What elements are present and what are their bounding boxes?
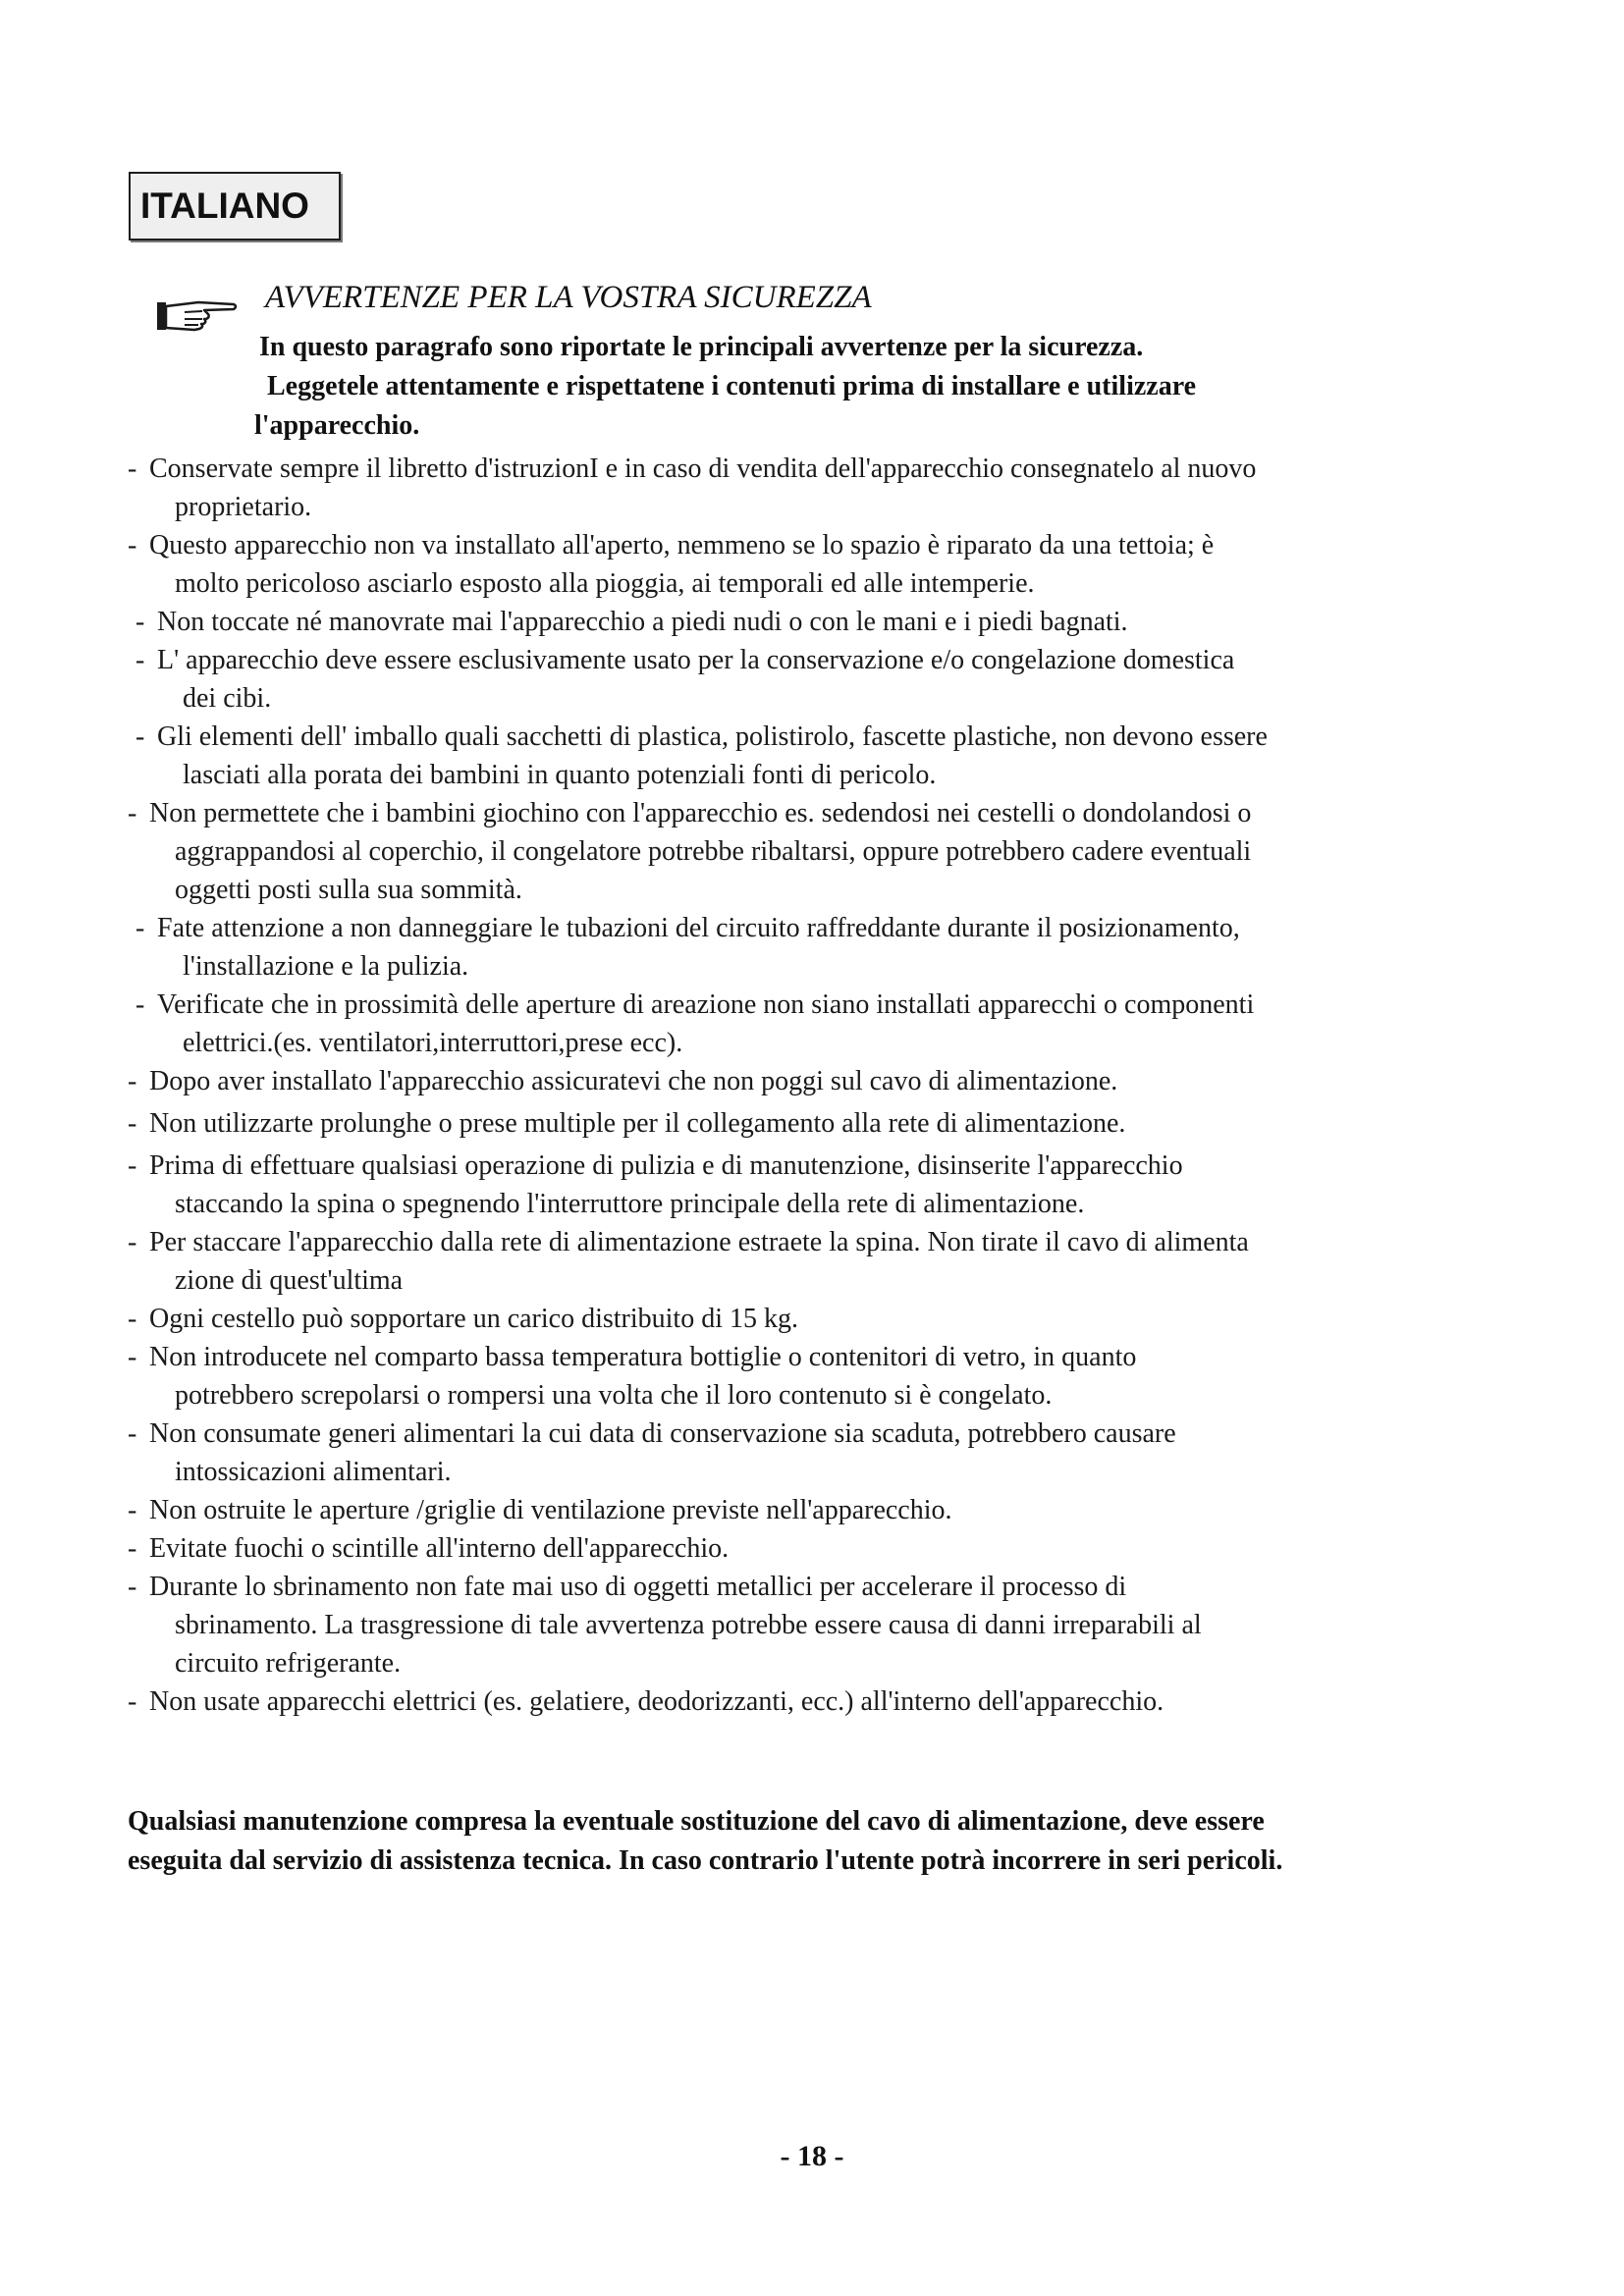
warning-text-continuation: sbrinamento. La trasgressione di tale avvertenza potrebbe essere causa di danni irreparabili al [175, 1610, 1202, 1640]
warning-text: Non usate apparecchi elettrici (es. gelatiere, deodorizzanti, ecc.) all'interno dell'apparecchio. [149, 1686, 1164, 1717]
final-note-line: eseguita dal servizio di assistenza tecnica. In caso contrario l'utente potrà incorrere in seri pericoli. [128, 1845, 1283, 1876]
warning-text-continuation: aggrappandosi al coperchio, il congelatore potrebbe ribaltarsi, oppure potrebbero cadere eventuali [175, 836, 1252, 867]
warning-item [135, 718, 1522, 794]
warning-item [128, 450, 1522, 526]
warning-text: Non permettete che i bambini giochino con l'apparecchio es. sedendosi nei cestelli o dondolandosi o [149, 798, 1252, 828]
warning-item [128, 1223, 1522, 1300]
warning-text: Fate attenzione a non danneggiare le tubazioni del circuito raffreddante durante il posizionamento, [157, 913, 1240, 943]
warning-item [135, 909, 1522, 986]
bullet-dash: - [135, 645, 145, 675]
bullet-dash: - [128, 1304, 137, 1334]
warning-text: Non consumate generi alimentari la cui data di conservazione sia scaduta, potrebbero causare [149, 1418, 1176, 1449]
warning-text-continuation: elettrici.(es. ventilatori,interruttori,prese ecc). [183, 1028, 683, 1058]
warning-item [135, 986, 1522, 1062]
bullet-dash: - [128, 1495, 137, 1525]
warning-text: Conservate sempre il libretto d'istruzionI e in caso di vendita dell'apparecchio consegnatelo al nuovo [149, 454, 1257, 484]
warning-text: Non ostruite le aperture /griglie di ventilazione previste nell'apparecchio. [149, 1495, 952, 1525]
pointing-hand-icon [155, 294, 238, 338]
intro-line: In questo paragrafo sono riportate le principali avvertenze per la sicurezza. [259, 332, 1144, 362]
warning-text-continuation: staccando la spina o spegnendo l'interruttore principale della rete di alimentazione. [175, 1189, 1085, 1219]
intro-paragraph [254, 328, 1437, 446]
warning-text-continuation: circuito refrigerante. [175, 1648, 402, 1679]
bullet-dash: - [128, 798, 137, 828]
warning-item [128, 794, 1522, 909]
section-heading: AVVERTENZE PER LA VOSTRA SICUREZZA [265, 280, 872, 315]
warning-text: Non introducete nel comparto bassa temperatura bottiglie o contenitori di vetro, in quanto [149, 1342, 1137, 1372]
bullet-dash: - [135, 721, 145, 752]
warnings-list [128, 450, 1522, 1721]
bullet-dash: - [128, 1066, 137, 1096]
bullet-dash: - [128, 1686, 137, 1717]
bullet-dash: - [128, 1150, 137, 1181]
warning-text-continuation: molto pericoloso asciarlo esposto alla pioggia, ai temporali ed alle intemperie. [175, 568, 1035, 599]
bullet-dash: - [135, 913, 145, 943]
intro-line: l'apparecchio. [254, 410, 420, 441]
bullet-dash: - [135, 607, 145, 637]
warning-item [128, 1415, 1522, 1491]
warning-text-continuation: proprietario. [175, 492, 312, 522]
warning-item [128, 1062, 1522, 1100]
warning-text-continuation: dei cibi. [183, 683, 272, 714]
page-number: - 18 - [780, 2140, 844, 2172]
final-note [128, 1802, 1532, 1881]
warning-text: Ogni cestello può sopportare un carico distribuito di 15 kg. [149, 1304, 798, 1334]
warning-item [128, 1147, 1522, 1223]
warning-text: Verificate che in prossimità delle aperture di areazione non siano installati apparecchi o componenti [157, 989, 1255, 1020]
bullet-dash: - [128, 1418, 137, 1449]
bullet-dash: - [128, 1533, 137, 1564]
bullet-dash: - [128, 454, 137, 484]
bullet-dash: - [128, 1108, 137, 1139]
bullet-dash: - [128, 1227, 137, 1257]
warning-text-continuation: potrebbero screpolarsi o rompersi una volta che il loro contenuto si è congelato. [175, 1380, 1053, 1411]
warning-text: Evitate fuochi o scintille all'interno dell'apparecchio. [149, 1533, 730, 1564]
bullet-dash: - [128, 1342, 137, 1372]
warning-text-continuation: l'installazione e la pulizia. [183, 951, 469, 982]
warning-item [128, 1491, 1522, 1529]
bullet-dash: - [135, 989, 145, 1020]
warning-text-continuation: intossicazioni alimentari. [175, 1457, 452, 1487]
warning-item [135, 603, 1522, 641]
warning-item [135, 641, 1522, 718]
warning-text-continuation: oggetti posti sulla sua sommità. [175, 875, 522, 905]
warning-item [128, 1568, 1522, 1682]
warning-text: Non utilizzarte prolunghe o prese multiple per il collegamento alla rete di alimentazione. [149, 1108, 1126, 1139]
warning-text: Prima di effettuare qualsiasi operazione di pulizia e di manutenzione, disinserite l'apparecchio [149, 1150, 1183, 1181]
warning-item [128, 526, 1522, 603]
language-label: ITALIANO [129, 172, 341, 240]
final-note-line: Qualsiasi manutenzione compresa la eventuale sostituzione del cavo di alimentazione, deve essere [128, 1806, 1265, 1837]
intro-line: Leggetele attentamente e rispettatene i contenuti prima di installare e utilizzare [267, 371, 1197, 401]
warning-text: Dopo aver installato l'apparecchio assicuratevi che non poggi sul cavo di alimentazione. [149, 1066, 1118, 1096]
warning-item [128, 1529, 1522, 1568]
warning-item [128, 1682, 1522, 1721]
warning-text: Non toccate né manovrate mai l'apparecchio a piedi nudi o con le mani e i piedi bagnati. [157, 607, 1128, 637]
warning-text-continuation: lasciati alla porata dei bambini in quanto potenziali fonti di pericolo. [183, 760, 937, 790]
warning-text: Questo apparecchio non va installato all'aperto, nemmeno se lo spazio è riparato da una tettoia; è [149, 530, 1215, 561]
warning-text: Per staccare l'apparecchio dalla rete di alimentazione estraete la spina. Non tirate il cavo di alimenta [149, 1227, 1249, 1257]
warning-item [128, 1300, 1522, 1338]
warning-text: L' apparecchio deve essere esclusivamente usato per la conservazione e/o congelazione domestica [157, 645, 1235, 675]
bullet-dash: - [128, 530, 137, 561]
bullet-dash: - [128, 1572, 137, 1602]
warning-text-continuation: zione di quest'ultima [175, 1265, 404, 1296]
warning-text: Durante lo sbrinamento non fate mai uso di oggetti metallici per accelerare il processo di [149, 1572, 1127, 1602]
warning-item [128, 1104, 1522, 1143]
warning-text: Gli elementi dell' imballo quali sacchetti di plastica, polistirolo, fascette plastiche, non devono essere [157, 721, 1268, 752]
warning-item [128, 1338, 1522, 1415]
